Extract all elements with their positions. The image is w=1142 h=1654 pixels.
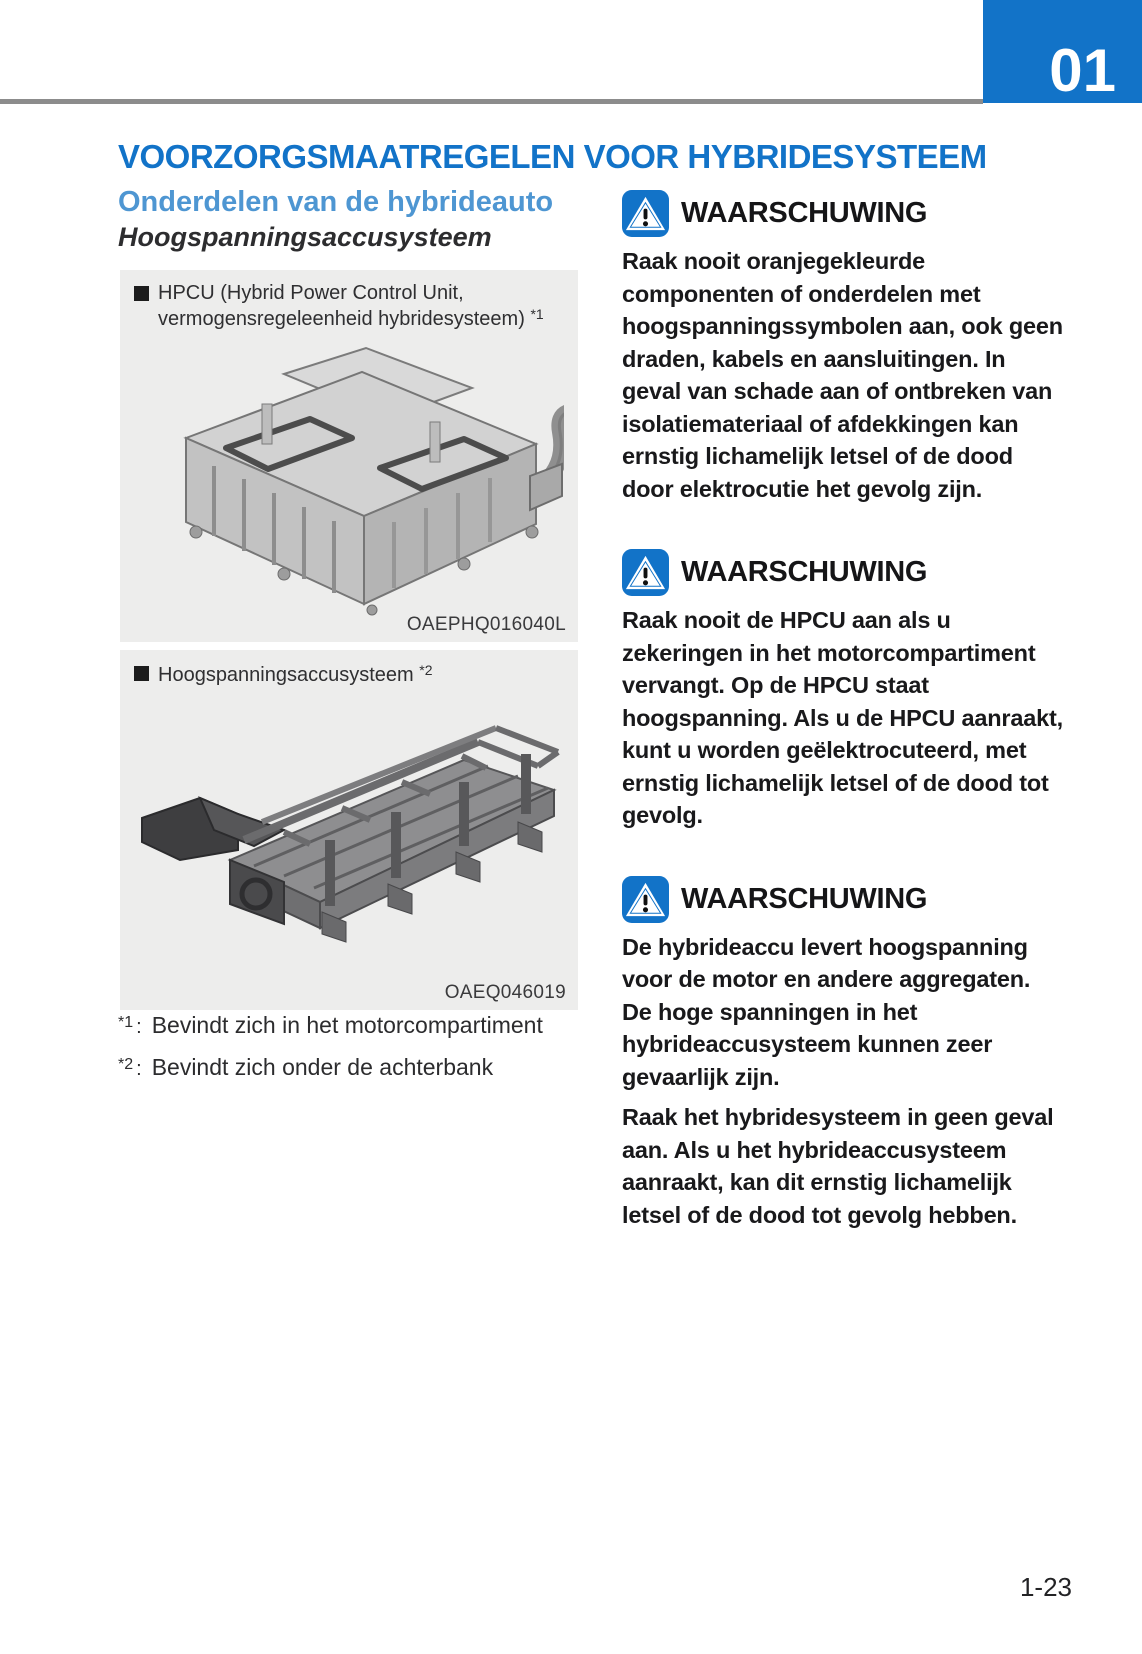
- square-bullet-icon: [134, 666, 149, 681]
- figure-hpcu-caption: OAEPHQ016040L: [406, 614, 566, 635]
- warning-3-paragraph-1: De hybrideaccu levert hoogspanning voor de motor en andere aggregaten. De hoge spanningen in het hybrideaccusysteem kunnen zeer gevaarlijk zijn.: [622, 933, 1031, 1090]
- warning-3-title: WAARSCHUWING: [681, 882, 928, 915]
- warning-2-title: WAARSCHUWING: [681, 556, 928, 588]
- footnote-2-text: Bevindt zich onder de achterbank: [151, 1054, 494, 1080]
- warning-triangle-icon: [622, 876, 669, 923]
- chapter-number: 01: [1049, 37, 1116, 104]
- battery-illustration: [120, 690, 578, 970]
- footnote-2-marker: *2: [118, 1056, 134, 1073]
- warning-triangle-icon: [622, 190, 669, 237]
- figure-battery: [120, 650, 578, 1010]
- warning-2-body: [622, 604, 1064, 832]
- warnings-column: [622, 190, 1064, 1275]
- warning-1-body: [622, 245, 1064, 505]
- chapter-tab: [983, 0, 1142, 103]
- footnote-1-marker: *1: [118, 1014, 134, 1031]
- warning-1-paragraph: Raak nooit oranjegekleurde componenten of onderdelen met hoogspanningssymbolen aan, ook geen draden, kabels en aansluitingen. In geval van schade aan of ontbreken van isolatiemateriaal of afdekkingen kan ernstig lichamelijk letsel of de dood door elektrocutie het gevolg zijn.: [622, 248, 1063, 502]
- square-bullet-icon: [134, 286, 149, 301]
- warning-2-paragraph: Raak nooit de HPCU aan als u zekeringen in het motorcompartiment vervangt. Op de HPCU staat hoogspanning. Als u de HPCU aanraakt, kunt u worden geëlektrocuteerd, met ernstig lichamelijk letsel of de dood tot gevolg.: [622, 607, 1063, 828]
- figure-battery-label-text: Hoogspanningsaccusysteem $^{*2}$: [158, 662, 433, 686]
- warning-3-paragraph-2: Raak het hybridesysteem in geen geval aan. Als u het hybrideaccusysteem aanraakt, kan dit ernstig lichamelijk letsel of de dood tot gevolg hebben.: [622, 1104, 1054, 1228]
- warning-block-2: [622, 549, 1064, 832]
- section-subheading: Hoogspanningsaccusysteem: [118, 222, 492, 252]
- footnote-1: *1 : Bevindt zich in het motorcompartiment: [118, 1012, 543, 1038]
- hpcu-illustration: [120, 326, 578, 616]
- warning-1-title: WAARSCHUWING: [681, 197, 928, 229]
- footnote-2: *2 : Bevindt zich onder de achterbank: [118, 1054, 494, 1080]
- figure-hpcu: [120, 270, 578, 642]
- footnote-1-text: Bevindt zich in het motorcompartiment: [151, 1012, 543, 1038]
- figure-battery-label: [120, 650, 578, 688]
- warning-block-3: [622, 876, 1064, 1232]
- warning-3-body: [622, 931, 1064, 1232]
- footnotes: [118, 1012, 588, 1096]
- page-number: 1-23: [1019, 1572, 1072, 1602]
- warning-3-header: [622, 876, 1064, 923]
- warning-2-header: [622, 549, 1064, 596]
- warning-triangle-icon: [622, 549, 669, 596]
- header-rule: [0, 99, 983, 104]
- section-subtitle: Onderdelen van de hybrideauto: [118, 186, 554, 218]
- warning-block-1: [622, 190, 1064, 505]
- figure-battery-caption: OAEQ046019: [444, 982, 566, 1003]
- figure-hpcu-label: [120, 270, 578, 331]
- figure-hpcu-label-text: HPCU (Hybrid Power Control Unit, vermogensregeleenheid hybridesysteem) $^{*1}$: [158, 282, 544, 330]
- warning-1-header: [622, 190, 1064, 237]
- footnote-ref-2: *2: [419, 662, 433, 678]
- page-title: VOORZORGSMAATREGELEN VOOR HYBRIDESYSTEEM: [118, 138, 987, 175]
- footnote-ref-1: *1: [530, 305, 544, 322]
